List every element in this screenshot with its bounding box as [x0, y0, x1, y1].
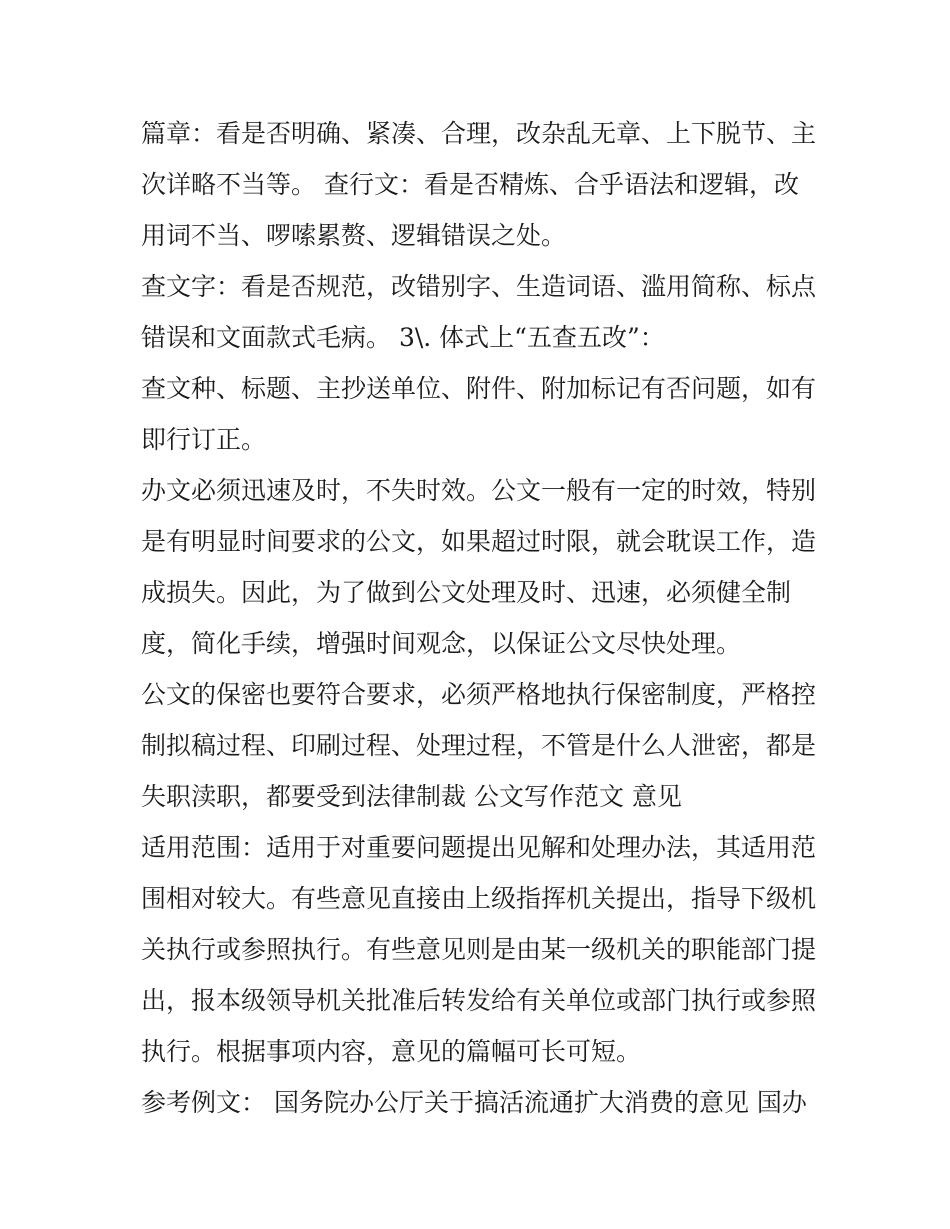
- text-line: 出，报本级领导机关批准后转发给有关单位或部门执行或参照: [141, 986, 817, 1015]
- text-line: 公文的保密也要符合要求，必须严格地执行保密制度，严格控: [141, 680, 817, 709]
- text-line: 用词不当、啰嗦累赘、逻辑错误之处。: [141, 221, 567, 250]
- text-line: 围相对较大。有些意见直接由上级指挥机关提出，指导下级机: [141, 884, 817, 913]
- text-line: 是有明显时间要求的公文，如果超过时限，就会耽误工作，造: [141, 527, 817, 556]
- text-line: 失职渎职，都要受到法律制裁 公文写作范文 意见: [141, 782, 682, 811]
- text-line: 次详略不当等。 查行文：看是否精炼、合乎语法和逻辑，改: [141, 170, 799, 199]
- text-line: 执行。根据事项内容，意见的篇幅可长可短。: [141, 1037, 642, 1066]
- text-line: 办文必须迅速及时，不失时效。公文一般有一定的时效，特别: [141, 476, 817, 505]
- text-line: 度，简化手续，增强时间观念，以保证公文尽快处理。: [141, 629, 742, 658]
- document-body: [141, 108, 821, 1128]
- text-line: 制拟稿过程、印刷过程、处理过程，不管是什么人泄密，都是: [141, 731, 817, 760]
- text-line: 成损失。因此，为了做到公文处理及时、迅速，必须健全制: [141, 578, 792, 607]
- text-line: 适用范围：适用于对重要问题提出见解和处理办法，其适用范: [141, 833, 817, 862]
- text-line: 关执行或参照执行。有些意见则是由某一级机关的职能部门提: [141, 935, 817, 964]
- text-line: 篇章：看是否明确、紧凑、合理，改杂乱无章、上下脱节、主: [141, 119, 817, 148]
- text-line: 错误和文面款式毛病。 3\. 体式上“五查五改”：: [141, 323, 665, 352]
- text-line: 即行订正。: [141, 425, 267, 454]
- text-line: 查文种、标题、主抄送单位、附件、附加标记有否问题，如有: [141, 374, 817, 403]
- text-line: 参考例文： 国务院办公厅关于搞活流通扩大消费的意见 国办: [141, 1088, 807, 1117]
- text-line: 查文字：看是否规范，改错别字、生造词语、滥用简称、标点: [141, 272, 817, 301]
